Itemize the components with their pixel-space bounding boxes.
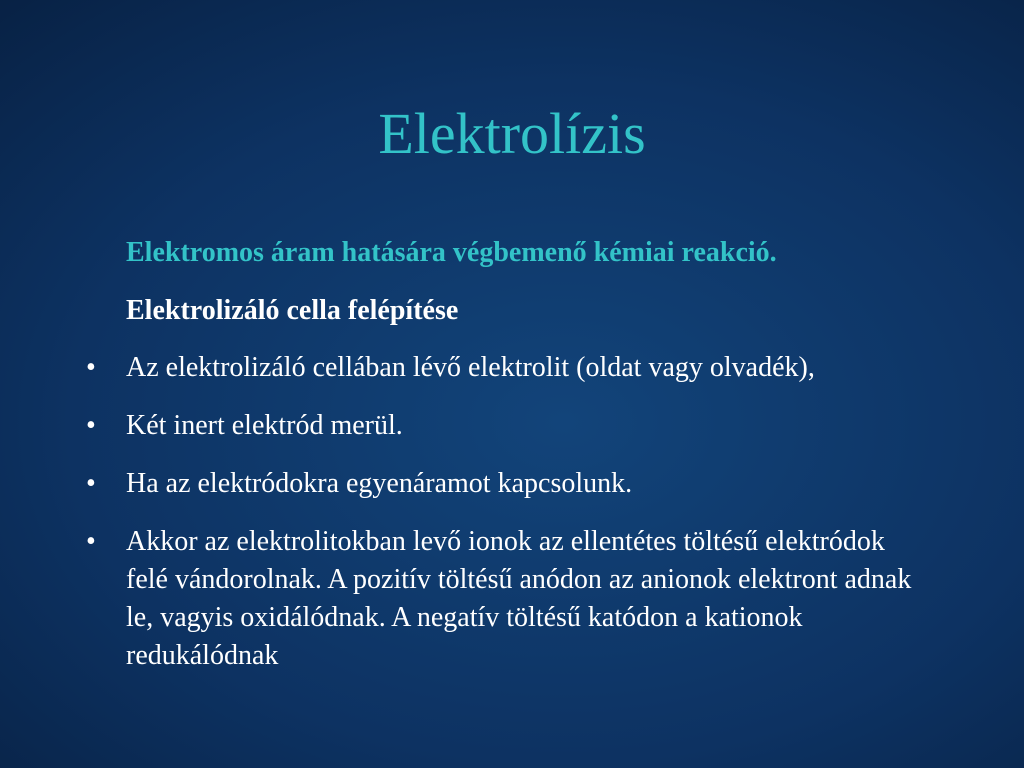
bullet-item: [0, 465, 1024, 503]
bullet-text: Ha az elektródokra egyenáramot kapcsolunk.: [126, 468, 633, 499]
bullet-dot-icon: •: [86, 526, 96, 557]
bullet-item: [0, 407, 1024, 445]
bullet-dot-icon: •: [86, 410, 96, 441]
bullet-dot-icon: •: [86, 468, 96, 499]
bullet-dot-icon: •: [86, 352, 96, 383]
definition-text: Elektromos áram hatására végbemenő kémiai reakció.: [126, 237, 777, 268]
bullet-list: [0, 349, 1024, 695]
bullet-text: Akkor az elektrolitokban levő ionok az ellentétes töltésű elektródok felé vándorolnak. A pozitív töltésű anódon az anionok elektront adnak le, vagyis oxidálódnak. A negatív töltésű katódon a kationok redukálódnak: [126, 526, 912, 671]
bullet-item: [0, 349, 1024, 387]
bullet-text: Két inert elektród merül.: [126, 410, 403, 441]
bullet-item: [0, 523, 1024, 675]
slide-title: Elektrolízis: [378, 101, 646, 166]
subheading-text: Elektrolizáló cella felépítése: [126, 295, 459, 326]
bullet-text: Az elektrolizáló cellában lévő elektrolit (oldat vagy olvadék),: [126, 352, 815, 383]
